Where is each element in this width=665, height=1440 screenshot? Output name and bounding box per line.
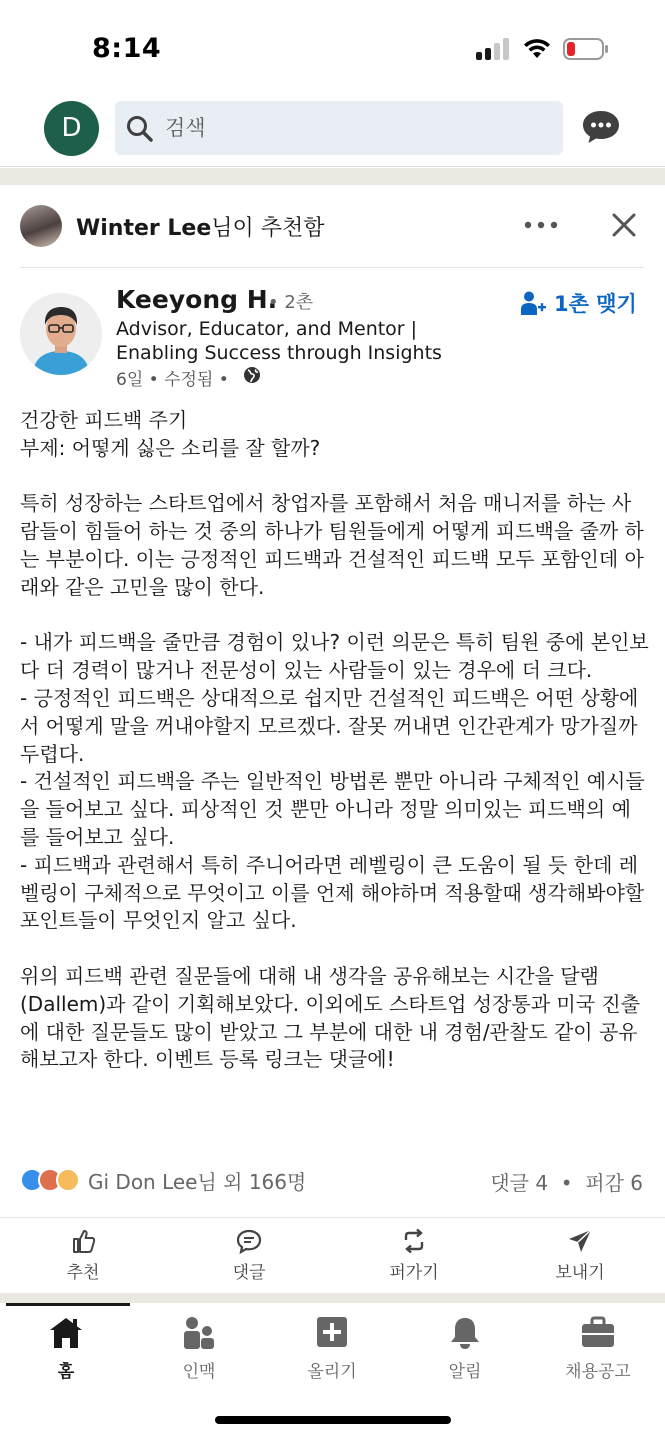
insightful-reaction-icon <box>56 1168 80 1192</box>
divider <box>20 267 644 268</box>
search-input[interactable] <box>165 101 545 155</box>
nav-notifications[interactable] <box>410 1315 520 1382</box>
connect-button[interactable] <box>520 287 637 319</box>
add-post-icon <box>313 1315 351 1351</box>
globe-icon <box>243 366 261 384</box>
post-body <box>20 407 650 1074</box>
post-paragraph: - 피드백과 관련해서 특히 주니어라면 레벨링이 큰 도움이 될 듯 한데 레벨링이 구체적으로 무엇이고 이를 언제 해야하며 적용할때 생각해봐야할 포인트들이 무엇인지 알고 싶다. <box>20 852 651 933</box>
post-paragraph: - 내가 피드백을 줄만큼 경험이 있나? 이런 의문은 특히 팀원 중에 본인보다 더 경력이 많거나 전문성이 있는 사람들이 있는 경우에 더 크다. <box>20 630 649 683</box>
cellular-signal-icon <box>476 38 510 60</box>
nav-network-label: 인맥 <box>182 1362 216 1382</box>
comment-button[interactable] <box>199 1228 299 1283</box>
repost-label: 퍼가기 <box>389 1263 439 1283</box>
recommender-avatar[interactable] <box>20 205 62 247</box>
feed-separator <box>0 1293 665 1303</box>
wifi-icon <box>522 36 552 60</box>
connect-label: 1촌 맺기 <box>554 292 637 316</box>
feed-post <box>0 185 665 1293</box>
recommendation-text <box>76 211 325 242</box>
post-paragraph: 건강한 피드백 주기 <box>20 408 188 432</box>
briefcase-icon <box>579 1315 617 1351</box>
nav-home-label: 홈 <box>57 1362 75 1382</box>
comment-share-counts[interactable]: 댓글 4 • 퍼감 6 <box>490 1171 643 1195</box>
nav-jobs-label: 채용공고 <box>565 1362 631 1382</box>
send-icon <box>567 1228 593 1254</box>
nav-notifications-label: 알림 <box>448 1362 482 1382</box>
post-paragraph: 부제: 어떻게 싫은 소리를 잘 할까? <box>20 435 321 460</box>
home-icon <box>47 1315 85 1351</box>
nav-network[interactable] <box>144 1315 254 1382</box>
send-label: 보내기 <box>555 1263 605 1283</box>
repost-icon <box>401 1228 427 1254</box>
nav-jobs[interactable] <box>543 1315 653 1382</box>
nav-home[interactable] <box>11 1315 121 1382</box>
recommendation-row <box>0 185 665 267</box>
top-header <box>0 95 665 167</box>
reactions-text: Gi Don Lee님 외 166명 <box>88 1169 307 1194</box>
paragraph-gap <box>20 935 650 963</box>
post-meta: 6일 • 수정됨 • <box>116 370 229 390</box>
bottom-navigation <box>0 1303 665 1440</box>
search-icon <box>125 114 155 144</box>
add-person-icon <box>520 290 546 316</box>
like-label: 추천 <box>66 1263 100 1283</box>
author-name[interactable]: Keeyong H. <box>116 285 278 314</box>
bell-icon <box>446 1315 484 1351</box>
post-actions <box>0 1217 665 1293</box>
more-options-icon[interactable] <box>521 213 561 237</box>
post-paragraph: 위의 피드백 관련 질문들에 대해 내 생각을 공유해보는 시간을 달램(Dallem)과 같이 기획해보았다. 이외에도 스타트업 성장통과 미국 진출에 대한 질문들도 많이 받았고 그 부분에 대한 내 경험/관찰도 같이 공유해보고자 한다. 이벤트 등록 링크는 댓글에! <box>20 963 641 1072</box>
network-icon <box>180 1315 218 1351</box>
paragraph-gap <box>20 602 650 630</box>
recommender-name[interactable]: Winter Lee <box>76 216 212 241</box>
comment-label: 댓글 <box>232 1263 266 1283</box>
post-paragraph: - 긍정적인 피드백은 상대적으로 쉽지만 건설적인 피드백은 어떤 상황에서 어떻게 말을 꺼내야할지 모르겠다. 잘못 꺼내면 인간관계가 망가질까 두렵다. <box>20 685 644 766</box>
recommendation-suffix: 님이 추천함 <box>211 216 325 241</box>
post-paragraph: - 건설적인 피드백을 주는 일반적인 방법론 뿐만 아니라 구체적인 예시들을 들어보고 싶다. 피상적인 것 뿐만 아니라 정말 의미있는 피드백의 예를 들어보고 싶다. <box>20 769 645 849</box>
messaging-icon[interactable] <box>581 109 621 145</box>
comment-icon <box>236 1228 262 1254</box>
paragraph-gap <box>20 463 650 491</box>
repost-button[interactable] <box>364 1228 464 1283</box>
post-paragraph: 특히 성장하는 스타트업에서 창업자를 포함해서 처음 매니저를 하는 사람들이 힘들어 하는 것 중의 하나가 팀원들에게 어떻게 피드백을 줄까 하는 부분이다. 이는 긍정적인 피드백과 건설적인 피드백 모두 포함인데 아래와 같은 고민을 많이 한다. <box>20 491 644 599</box>
nav-post-label: 올리기 <box>307 1362 357 1382</box>
feed-separator <box>0 168 665 185</box>
author-avatar[interactable] <box>20 293 102 375</box>
nav-post[interactable] <box>277 1315 387 1382</box>
connection-degree: • 2촌 <box>268 292 314 313</box>
status-bar <box>0 0 665 95</box>
status-time: 8:14 <box>92 33 162 64</box>
battery-icon <box>563 38 609 60</box>
close-icon[interactable] <box>610 211 638 239</box>
active-tab-indicator <box>6 1303 130 1306</box>
send-button[interactable] <box>530 1228 630 1283</box>
reactions-summary[interactable] <box>20 1165 306 1195</box>
author-headline: Advisor, Educator, and Mentor | Enabling Success through Insights <box>116 318 442 364</box>
home-indicator <box>215 1416 451 1424</box>
thumbs-up-icon <box>70 1228 96 1254</box>
like-button[interactable] <box>33 1228 133 1283</box>
profile-avatar[interactable]: D <box>44 101 99 156</box>
search-bar[interactable] <box>115 101 563 155</box>
